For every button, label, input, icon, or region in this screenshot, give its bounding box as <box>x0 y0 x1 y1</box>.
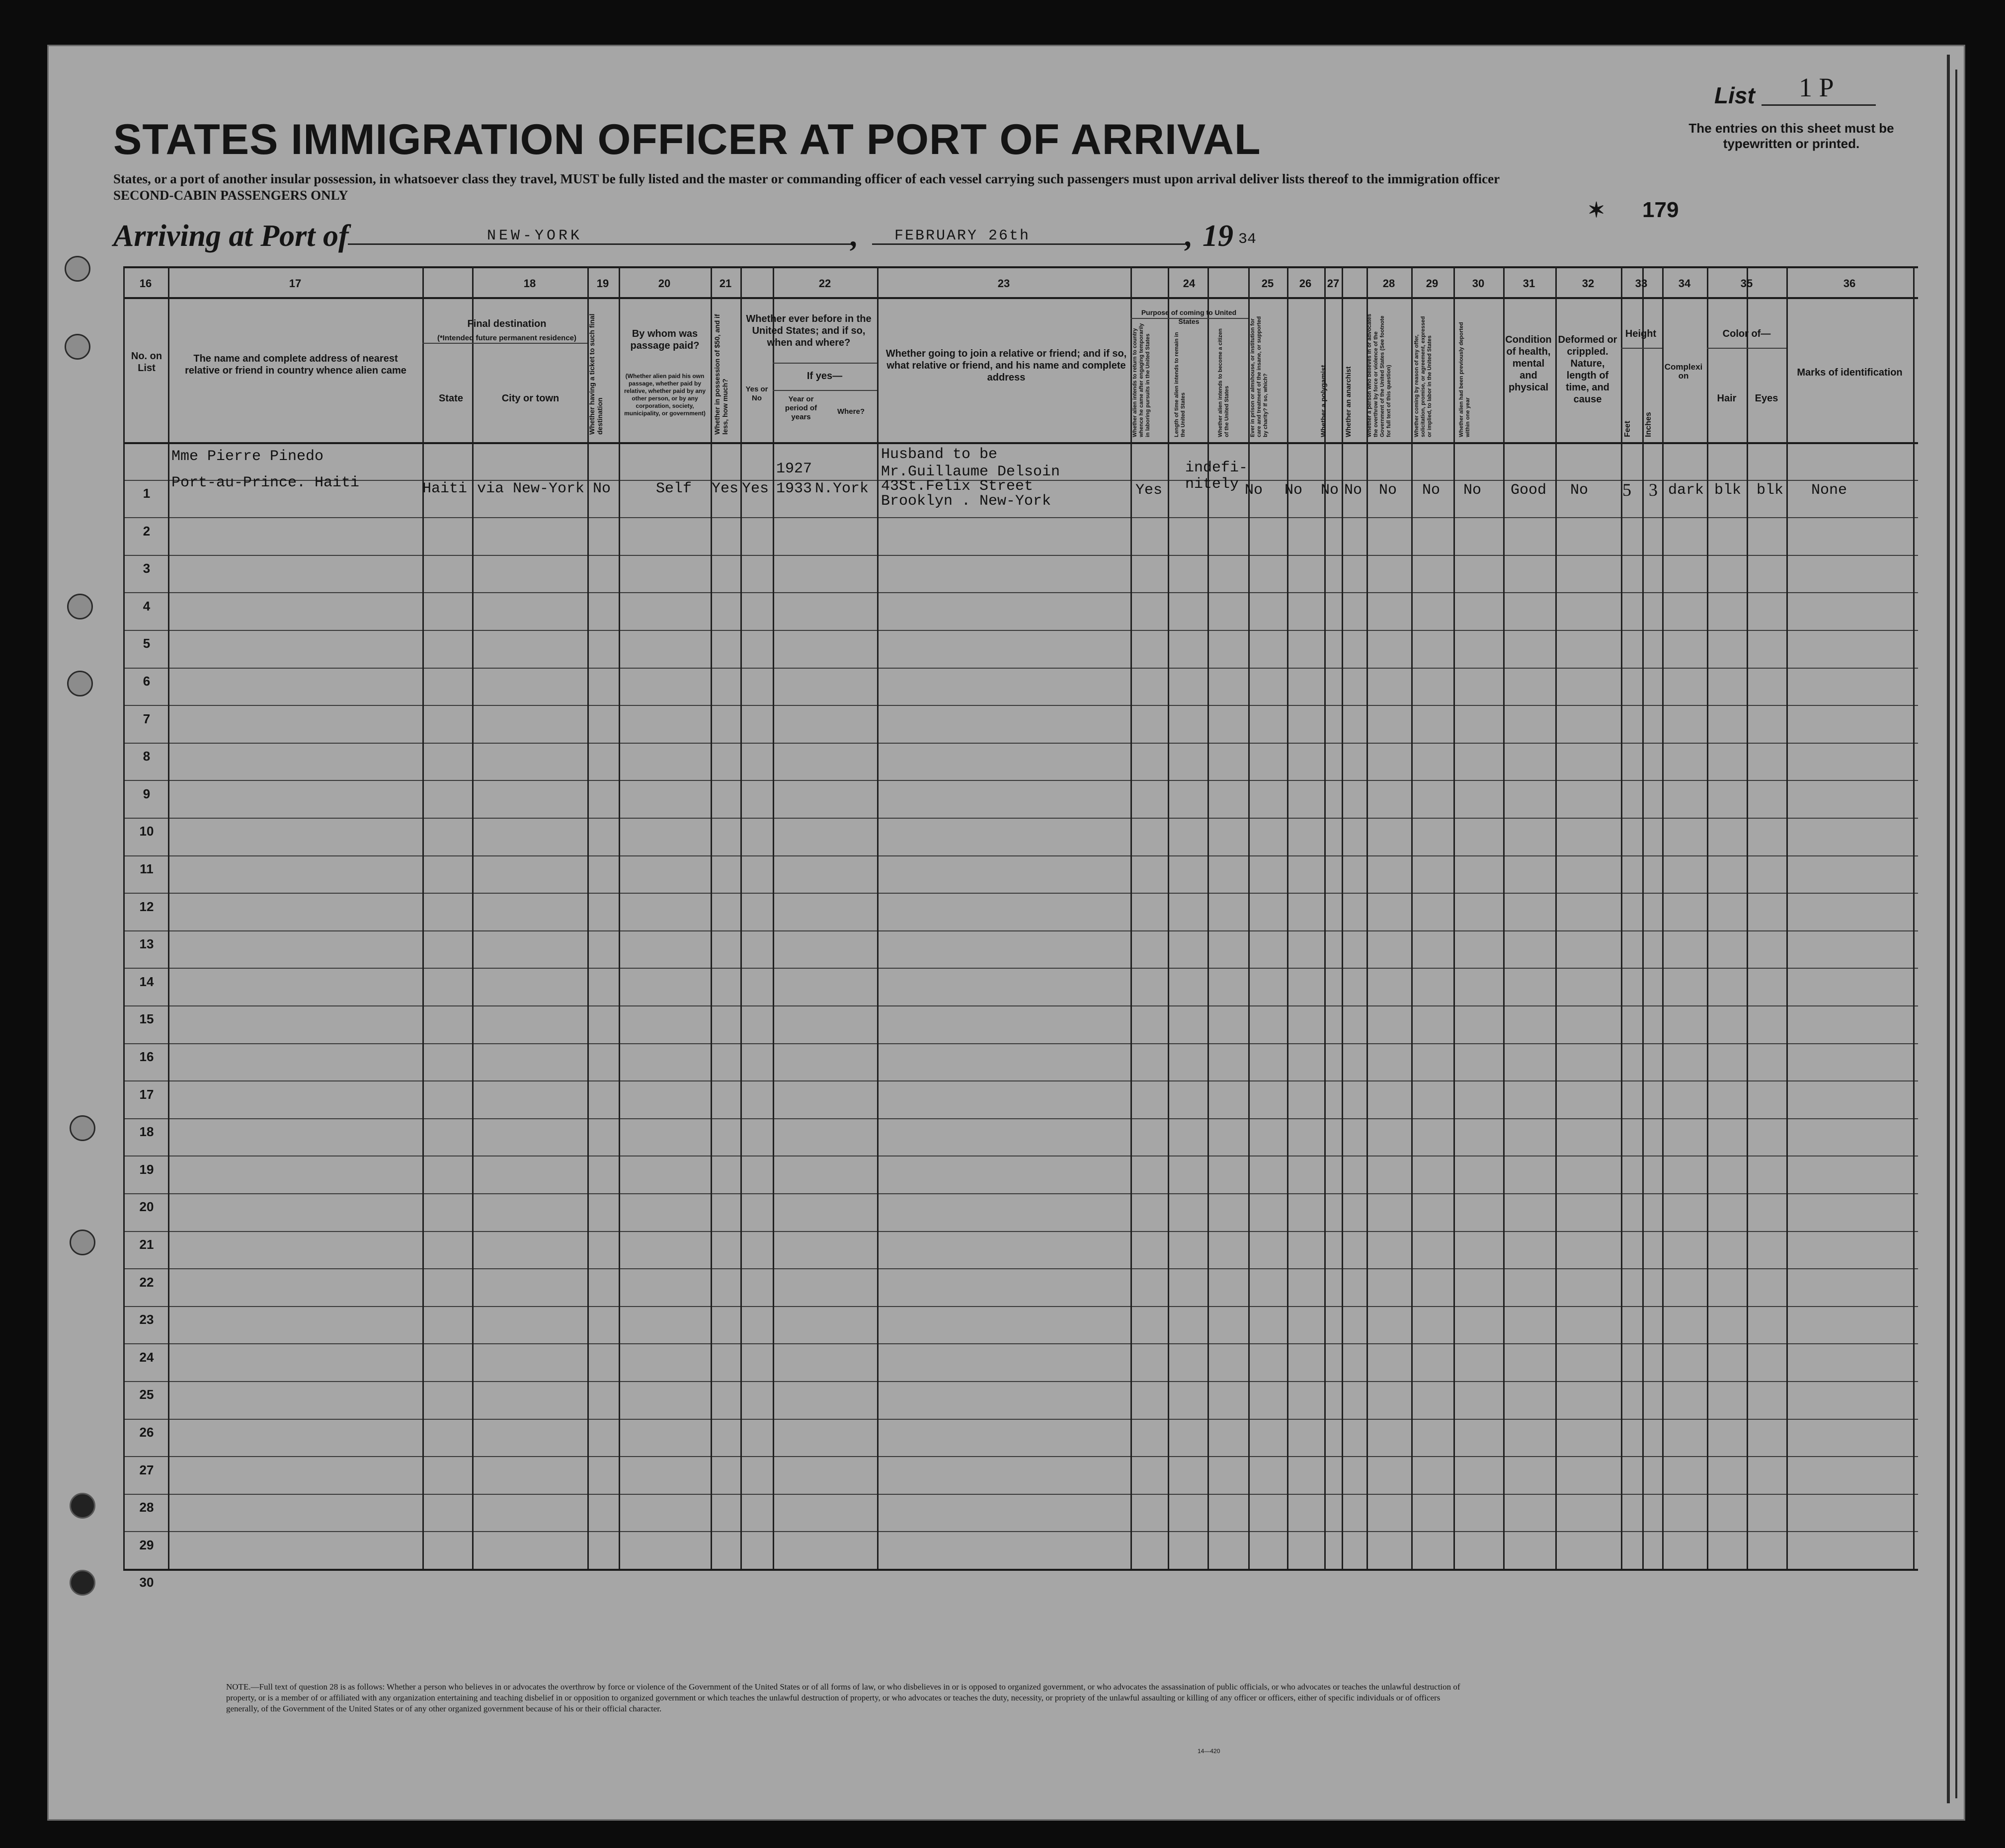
row-number: 7 <box>143 711 151 726</box>
date-value: FEBRUARY 26th <box>894 228 1031 244</box>
column-rule <box>1913 266 1915 1569</box>
arriving-label: Arriving at Port of <box>113 219 349 253</box>
column-rule <box>619 266 620 1569</box>
binding-hole <box>70 1493 95 1519</box>
header-deported: Whether alien had been previously deported within one year <box>1458 322 1471 437</box>
row-rule <box>123 1268 1918 1269</box>
column-rule <box>123 266 125 1569</box>
header-overthrow: Whether a person who believes in or advocates the overthrow by force or violence of the Government of the United States (See footnote for full text of this question) <box>1366 313 1392 437</box>
row-number: 19 <box>139 1161 154 1177</box>
row-rule <box>123 1456 1918 1457</box>
row-rule <box>123 555 1918 556</box>
row-rule <box>123 1005 1918 1006</box>
header-join-relative: Whether going to join a relative or friend; and if so, what relative or friend, and his name and complete address <box>885 348 1127 383</box>
subheader-rule <box>1621 348 1662 349</box>
column-number: 17 <box>289 277 302 290</box>
column-rule <box>1248 266 1250 1569</box>
page-subtitle: States, or a port of another insular possession, in whatsoever class they travel, MUST be fully listed and the master or commanding officer of each vessel carrying such passengers must upon arrival deliver lists thereof to the immigration officer <box>113 171 1500 186</box>
entry-health: Good <box>1511 482 1547 499</box>
column-rule <box>1621 266 1622 1569</box>
header-deformed: Deformed or crippled. Nature, length of time, and cause <box>1558 334 1617 405</box>
column-rule <box>1555 266 1557 1569</box>
sheet-edge-right-2 <box>1955 70 1957 1798</box>
binding-hole <box>70 1570 95 1596</box>
column-rule <box>1503 266 1505 1569</box>
stamp-mark: ✶ <box>1588 198 1605 222</box>
row-number: 4 <box>143 598 151 614</box>
footnote-question-28: NOTE.—Full text of question 28 is as follows: Whether a person who believes in or advocates the overthrow by force or violence of the Government of the United States or of all forms of law, or who disbelieves in or is opposed to organized government, or who advocates the assassination of public officials, or who advocates or teaches the unlawful destruction of property, or is a member of or affiliated with any organization entertaining and teaching disbelief in or opposition to organized government or which teaches the unlawful destruction of property, or who advocates or teaches the duty, necessity, or propriety of the unlawful assaulting or killing of any officer or officers, either of specific individuals or of officers generally, of the Government of the United States or of any other organized government because of his or their official character. <box>226 1682 1460 1713</box>
row-rule <box>123 1306 1918 1307</box>
header-ticket: Whether having a ticket to such final destination <box>588 313 604 435</box>
row-rule <box>123 668 1918 669</box>
row-rule <box>123 517 1918 518</box>
list-underline <box>1762 104 1876 106</box>
header-purpose-return: Whether alien intends to return to country whence he came after engaging temporarily in laboring pursuits in the United States <box>1132 323 1151 437</box>
entry-feet: 5 <box>1622 480 1631 500</box>
row-number: 28 <box>139 1500 154 1515</box>
row-number: 5 <box>143 636 151 651</box>
page-title: STATES IMMIGRATION OFFICER AT PORT OF ARRIVAL <box>113 116 1261 163</box>
row-rule <box>123 1080 1918 1081</box>
header-purpose-length: Length of time alien intends to remain in the United States <box>1174 332 1186 437</box>
column-number: 34 <box>1678 277 1691 290</box>
binding-hole <box>70 1115 95 1141</box>
row-rule <box>123 893 1918 894</box>
column-rule <box>711 266 712 1569</box>
row-number: 8 <box>143 749 151 764</box>
column-number: 29 <box>1426 277 1439 290</box>
header-passage-note: (Whether alien paid his own passage, whether paid by relative, whether paid by any other person, or by any corporation, society, municipality, or government) <box>624 373 706 417</box>
column-rule <box>1662 266 1664 1569</box>
header-purpose-citizen: Whether alien intends to become a citizen of the United States <box>1217 328 1230 437</box>
entry-year-1: 1927 <box>776 461 812 477</box>
entry-ticket: No <box>593 480 611 497</box>
header-anarchist: Whether an anarchist <box>1344 366 1352 437</box>
column-number: 27 <box>1327 277 1340 290</box>
row-number: 13 <box>139 936 154 952</box>
row-rule <box>123 1419 1918 1420</box>
header-where: Where? <box>837 407 865 416</box>
row-number: 27 <box>139 1462 154 1477</box>
row-number: 17 <box>139 1086 154 1102</box>
header-prison: Ever in prison or almshouse, or institution for care and treatment of the insane, or supported by charity? If so, which? <box>1250 316 1269 437</box>
column-number: 30 <box>1472 277 1485 290</box>
column-number: 16 <box>139 277 152 290</box>
column-rule <box>1747 266 1748 1569</box>
header-passage-paid: By whom was passage paid? <box>630 328 700 351</box>
row-rule <box>123 855 1918 856</box>
column-number: 24 <box>1183 277 1196 290</box>
row-rule <box>123 1494 1918 1495</box>
table-top-rule <box>123 266 1918 268</box>
header-final-destination: Final destination <box>467 318 547 329</box>
column-number: 33 <box>1635 277 1648 290</box>
row-number: 18 <box>139 1124 154 1140</box>
entry-marks: None <box>1811 482 1847 499</box>
row-number: 1 <box>143 486 151 501</box>
entry-deported: No <box>1463 482 1482 499</box>
binding-hole <box>67 671 93 696</box>
header-feet: Feet <box>1623 421 1632 437</box>
entry-complexion: dark <box>1668 482 1704 499</box>
column-rule <box>587 266 589 1569</box>
entry-state: Haiti <box>422 480 468 497</box>
form-number: 14—420 <box>1198 1748 1220 1755</box>
column-rule <box>1287 266 1288 1569</box>
header-no-on-list: No. on List <box>131 351 162 374</box>
row-number: 2 <box>143 523 151 539</box>
row-number: 21 <box>139 1237 154 1252</box>
header-height: Height <box>1625 328 1657 339</box>
column-number: 32 <box>1582 277 1595 290</box>
row-number: 30 <box>139 1575 154 1590</box>
row-number: 22 <box>139 1274 154 1290</box>
stamp-number: 179 <box>1642 198 1679 222</box>
column-rule <box>1453 266 1455 1569</box>
entry-fifty-dollars: Yes <box>712 480 739 497</box>
header-relative-address: The name and complete address of nearest relative or friend in country whence alien came <box>185 353 406 376</box>
row-rule <box>123 630 1918 631</box>
entry-length-2: nitely <box>1185 476 1239 493</box>
row-rule <box>123 1231 1918 1232</box>
subheader-rule <box>773 363 877 364</box>
column-number: 21 <box>719 277 732 290</box>
row-number: 24 <box>139 1349 154 1365</box>
header-ever-before: Whether ever before in the United States; and if so, when and where? <box>746 313 872 348</box>
row-number: 12 <box>139 899 154 914</box>
column-number: 19 <box>596 277 609 290</box>
entry-relative-name: Mme Pierre Pinedo <box>171 448 324 465</box>
row-rule <box>123 1381 1918 1382</box>
entry-polygamist: No <box>1321 482 1339 499</box>
row-rule <box>123 743 1918 744</box>
column-number: 25 <box>1261 277 1274 290</box>
class-line: SECOND-CABIN PASSENGERS ONLY <box>113 188 348 203</box>
column-rule <box>1342 266 1343 1569</box>
entry-where: N.York <box>815 480 869 497</box>
row-number: 20 <box>139 1199 154 1215</box>
entry-labor-offer: No <box>1422 482 1441 499</box>
typewritten-notice: The entries on this sheet must be typewritten or printed. <box>1688 121 1894 151</box>
entry-deformed: No <box>1570 482 1589 499</box>
list-value: 1 P <box>1799 73 1834 102</box>
row-number: 25 <box>139 1387 154 1402</box>
manifest-sheet <box>47 45 1965 1821</box>
row-number: 6 <box>143 674 151 689</box>
header-hair: Hair <box>1717 393 1737 404</box>
row-number: 11 <box>140 861 154 876</box>
header-inches: Inches <box>1644 412 1653 437</box>
row-rule <box>123 780 1918 781</box>
binding-hole <box>67 594 93 619</box>
row-rule <box>123 1343 1918 1344</box>
entry-citizen: No <box>1245 482 1263 499</box>
column-number: 31 <box>1523 277 1535 290</box>
subheader-rule <box>773 390 877 391</box>
entry-relative-address: Port-au-Prince. Haiti <box>171 474 360 491</box>
column-rule <box>472 266 474 1569</box>
entry-inches: 3 <box>1649 480 1658 500</box>
row-rule <box>123 592 1918 593</box>
header-health: Condition of health, mental and physical <box>1505 334 1552 393</box>
column-rule <box>1707 266 1708 1569</box>
subheader-rule <box>422 343 587 344</box>
comma-1: , <box>851 219 859 253</box>
column-rule <box>773 266 774 1569</box>
row-rule <box>123 1155 1918 1156</box>
header-labor-offer: Whether coming by reason of any offer, solicitation, promise, or agreement, expressed or implied, to labor in the United States <box>1414 316 1433 437</box>
row-number: 26 <box>139 1425 154 1440</box>
entry-prison: No <box>1284 482 1303 499</box>
entry-join-line-4: Brooklyn . New-York <box>881 493 1051 510</box>
header-eyes: Eyes <box>1755 393 1778 404</box>
column-number: 35 <box>1740 277 1753 290</box>
row-number: 16 <box>139 1049 154 1064</box>
column-rule <box>1168 266 1169 1569</box>
entry-year-2: 1933 <box>776 480 812 497</box>
entry-join-line-1: Husband to be <box>881 446 998 463</box>
row-rule <box>123 1043 1918 1044</box>
binding-hole <box>65 256 90 282</box>
column-rule <box>877 266 879 1569</box>
header-purpose: Purpose of coming to United States <box>1141 308 1237 325</box>
column-number: 28 <box>1382 277 1395 290</box>
subheader-rule <box>1707 348 1786 349</box>
entry-passage-paid: Self <box>656 480 692 497</box>
port-value: NEW-YORK <box>487 228 583 244</box>
year-prefix: 19 <box>1203 219 1233 253</box>
header-color-of: Color of— <box>1722 328 1771 339</box>
header-bottom-rule <box>123 442 1918 444</box>
list-label: List <box>1714 82 1755 108</box>
row-number: 9 <box>143 786 151 801</box>
column-number: 26 <box>1299 277 1312 290</box>
row-rule <box>123 1531 1918 1532</box>
header-year-period: Year or period of years <box>785 395 817 421</box>
table-bottom-rule <box>123 1569 1918 1571</box>
entry-overthrow: No <box>1379 482 1397 499</box>
column-rule <box>1130 266 1132 1569</box>
header-city: City or town <box>501 393 560 404</box>
column-rule <box>168 266 169 1569</box>
column-rule <box>740 266 742 1569</box>
header-polygamist: Whether a polygamist <box>1319 365 1327 437</box>
column-rule <box>1366 266 1368 1569</box>
entry-eyes: blk <box>1757 482 1784 499</box>
row-number: 3 <box>143 561 151 576</box>
row-rule <box>123 705 1918 706</box>
binding-hole <box>70 1230 95 1255</box>
row-rule <box>123 1118 1918 1119</box>
row-rule <box>123 1193 1918 1194</box>
header-if-yes: If yes— <box>806 371 843 382</box>
comma-2: , <box>1185 219 1193 253</box>
year-suffix: 34 <box>1238 231 1257 248</box>
entry-return: Yes <box>1135 482 1163 499</box>
column-number: 23 <box>997 277 1010 290</box>
entry-join-line-3: 43St.Felix Street <box>881 478 1034 495</box>
row-number: 23 <box>139 1312 154 1327</box>
header-marks: Marks of identification <box>1797 367 1903 378</box>
column-number: 20 <box>658 277 671 290</box>
row-number: 10 <box>139 824 154 839</box>
sheet-edge-right <box>1947 55 1950 1803</box>
row-rule <box>123 930 1918 931</box>
row-number: 29 <box>139 1537 154 1552</box>
column-rule <box>1786 266 1788 1569</box>
port-line <box>348 243 855 245</box>
header-yes-or-no: Yes or No <box>745 385 768 402</box>
entry-length-1: indefi- <box>1185 460 1248 476</box>
entry-ever-before: Yes <box>742 480 769 497</box>
column-number: 18 <box>523 277 536 290</box>
column-rule <box>1642 266 1644 1569</box>
entry-hair: blk <box>1714 482 1742 499</box>
entry-city: via New-York <box>477 480 585 497</box>
header-state: State <box>439 393 463 404</box>
column-number: 22 <box>818 277 831 290</box>
row-number: 14 <box>139 974 154 989</box>
row-rule <box>123 818 1918 819</box>
row-rule <box>123 968 1918 969</box>
column-rule <box>1411 266 1413 1569</box>
entry-anarchist: No <box>1344 482 1363 499</box>
column-number-rule <box>123 297 1918 299</box>
header-complexion: Complexion <box>1664 362 1703 381</box>
binding-hole <box>65 334 90 360</box>
column-number: 36 <box>1843 277 1856 290</box>
column-rule <box>1324 266 1326 1569</box>
column-rule <box>422 266 424 1569</box>
header-final-destination-note: (*Intended future permanent residence) <box>437 334 577 342</box>
entry-join-line-2: Mr.Guillaume Delsoin <box>881 463 1060 480</box>
header-fifty-dollars: Whether in possession of $50, and if less, how much? <box>713 314 729 435</box>
row-number: 15 <box>139 1011 154 1027</box>
